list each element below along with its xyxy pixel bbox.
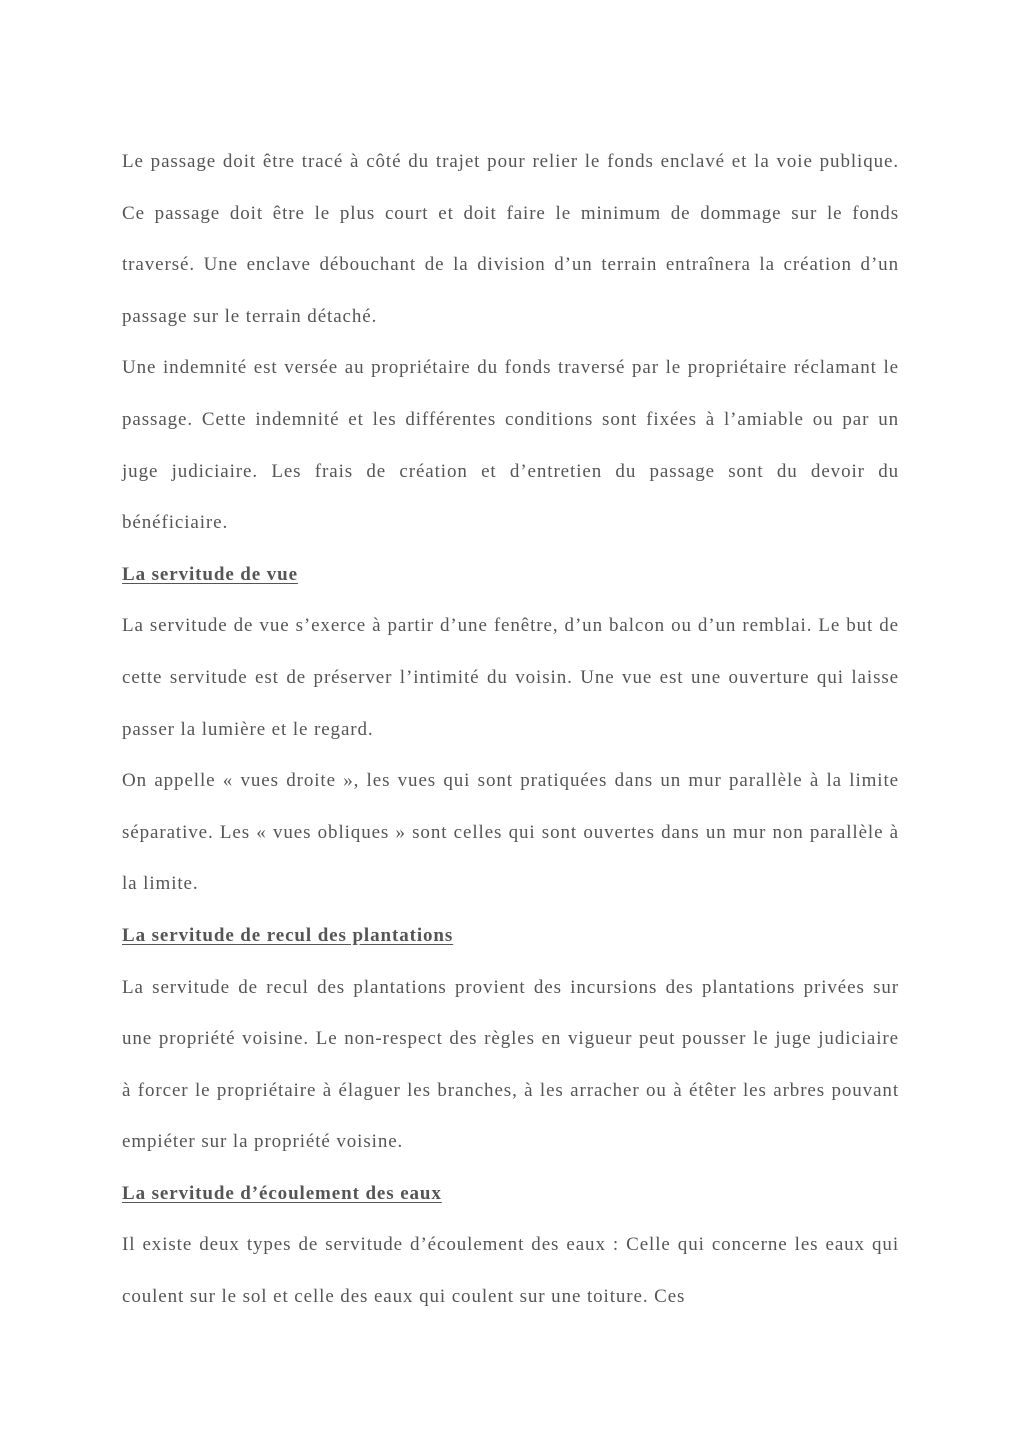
paragraph-servitude-vue-definition: La servitude de vue s’exerce à partir d’une fenêtre, d’un balcon ou d’un remblai. Le but de cette servitude est de préserver l’intimité du voisin. Une vue est une ouverture qui laisse passer la lumière et le regard. [122, 615, 899, 740]
heading-servitude-de-vue: La servitude de vue [122, 563, 298, 585]
paragraph-passage-trace: Le passage doit être tracé à côté du trajet pour relier le fonds enclavé et la voie publique. Ce passage doit être le plus court et doit faire le minimum de dommage sur le fonds traversé. Une enclave débouchant de la division d’un terrain entraînera la création d’un passage sur le terrain détaché. [122, 151, 899, 327]
heading-servitude-ecoulement-eaux: La servitude d’écoulement des eaux [122, 1182, 442, 1204]
paragraph-recul-plantations: La servitude de recul des plantations provient des incursions des plantations privées sur une propriété voisine. Le non-respect des règles en vigueur peut pousser le juge judiciaire à forcer le propriétaire à élaguer les branches, à les arracher ou à étêter les arbres pouvant empiéter sur la propriété voisine. [122, 976, 899, 1153]
paragraph-ecoulement-eaux: Il existe deux types de servitude d’écoulement des eaux : Celle qui concerne les eaux qui coulent sur le sol et celle des eaux qui coulent sur une toiture. Ces [122, 1234, 899, 1308]
paragraph-vues-droites-obliques: On appelle « vues droite », les vues qui sont pratiquées dans un mur parallèle à la limite séparative. Les « vues obliques » sont celles qui sont ouvertes dans un mur non parallèle à la limite. [122, 770, 899, 895]
paragraph-indemnite: Une indemnité est versée au propriétaire du fonds traversé par le propriétaire réclamant le passage. Cette indemnité et les différentes conditions sont fixées à l’amiable ou par un juge judiciaire. Les frais de création et d’entretien du passage sont du devoir du bénéficiaire. [122, 357, 899, 534]
document-body [122, 136, 899, 1323]
heading-servitude-recul-plantations: La servitude de recul des plantations [122, 924, 454, 946]
